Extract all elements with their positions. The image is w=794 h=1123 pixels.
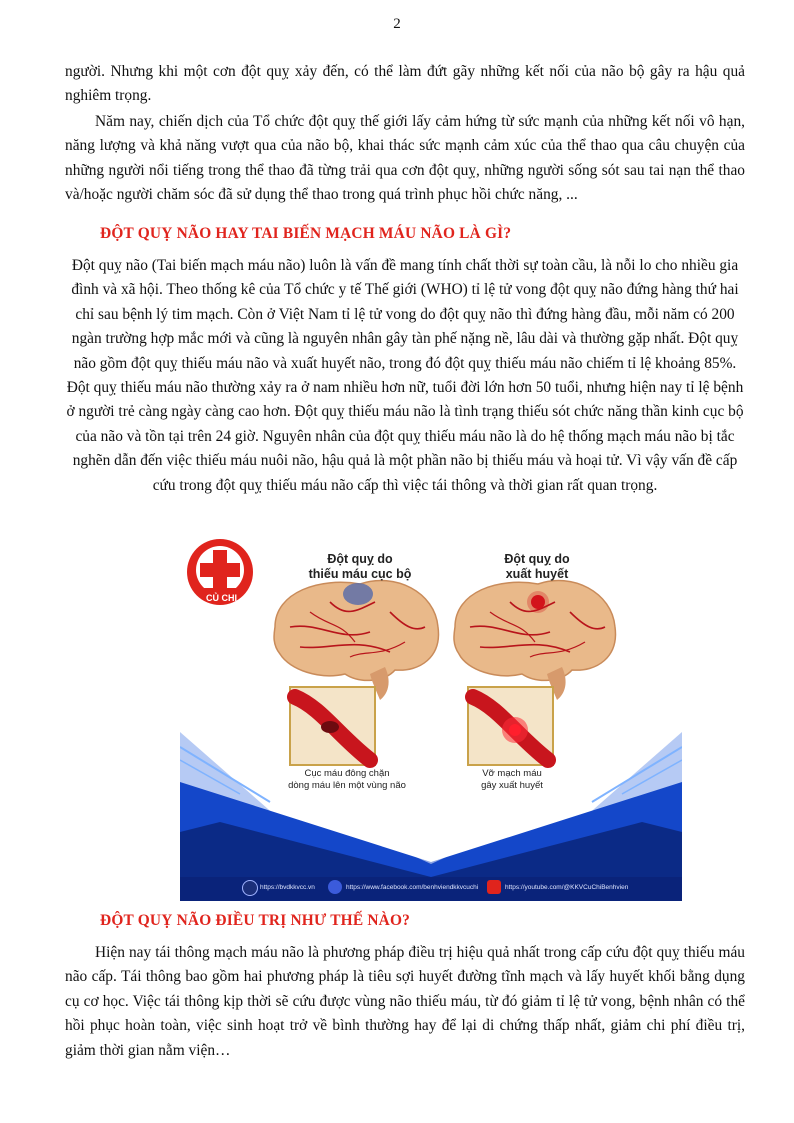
stroke-infographic bbox=[180, 532, 682, 901]
heading-what-is-stroke: ĐỘT QUỴ NÃO HAY TAI BIẾN MẠCH MÁU NÃO LÀ GÌ? bbox=[100, 225, 512, 242]
blood-clot-caption: Cục máu đông chặn dòng máu lên một vùng não bbox=[288, 768, 406, 791]
definition-paragraph: Đột quỵ não (Tai biến mạch máu não) luôn là vấn đề mang tính chất thời sự toàn cầu, là nỗi lo cho nhiều gia đình và xã hội. Theo thống kê của Tổ chức y tế Thế giới (WHO) tỉ lệ tử vong đột quỵ não đứng hàng thứ hai chỉ sau bệnh lý tim mạch. Còn ở Việt Nam tỉ lệ tử vong do đột quỵ não thì đứng hàng đầu, mỗi năm có 200 ngàn trường hợp mắc mới và cũng là nguyên nhân gây tàn phế nặng nề, lâu dài và thường gặp nhất. Đột quỵ não gồm đột quỵ thiếu máu não và xuất huyết não, trong đó đột quỵ thiếu máu não chiếm tỉ lệ khoảng 85%. Đột quỵ thiếu máu não thường xảy ra ở nam nhiều hơn nữ, tuổi đời lớn hơn 50 tuổi, nhưng hiện nay tỉ lệ bệnh ở người trẻ càng ngày càng cao hơn. Đột quỵ thiếu máu não là tình trạng thiếu sót chức năng thần kinh cục bộ của não và tồn tại trên 24 giờ. Nguyên nhân của đột quỵ thiếu máu não là do hệ thống mạch máu não bị tắc nghẽn dẫn đến việc thiếu máu nuôi não, hậu quả là một phần não bị thiếu máu và hoại tử. Vì vậy vấn đề cấp cứu trong đột quỵ thiếu máu não cấp thì việc tái thông và thời gian rất quan trọng. bbox=[66, 257, 744, 494]
ruptured-vessel-inset bbox=[468, 687, 553, 765]
footer-youtube-link[interactable]: https://youtube.com/@KKVCuChiBenhvien bbox=[505, 884, 629, 891]
hemorrhagic-stroke-title: Đột quỵ do xuất huyết bbox=[504, 552, 570, 581]
infographic-artwork bbox=[180, 532, 682, 901]
campaign-paragraph: Năm nay, chiến dịch của Tổ chức đột quỵ thế giới lấy cảm hứng từ sức mạnh của những kết nối vô hạn, năng lượng và khả năng vượt qua của não bộ, khai thác sức mạnh cảm xúc của thể thao qua câu chuyện của những người nổi tiếng trong thể thao đã từng trải qua cơn đột quỵ, những người sống sót sau tai nạn thể thao và/hoặc người chăm sóc đã sử dụng thể thao trong quá trình phục hồi chức năng, ... bbox=[65, 113, 745, 204]
footer-web-link[interactable]: https://bvdkkvcc.vn bbox=[260, 884, 315, 891]
ischemic-stroke-title: Đột quỵ do thiếu máu cục bộ bbox=[308, 552, 412, 581]
logo-text: CỦ CHI bbox=[206, 593, 237, 603]
heading-treatment: ĐỘT QUỴ NÃO ĐIỀU TRỊ NHƯ THẾ NÀO? bbox=[100, 912, 411, 929]
intro-paragraph: người. Nhưng khi một cơn đột quỵ xảy đến, có thể làm đứt gãy những kết nối của não bộ gây ra hậu quả nghiêm trọng. bbox=[65, 63, 745, 105]
youtube-icon bbox=[487, 880, 501, 894]
blood-clot-inset bbox=[290, 687, 375, 765]
facebook-icon bbox=[328, 880, 342, 894]
ischemic-brain-illustration bbox=[274, 581, 438, 700]
footer-facebook-link[interactable]: https://www.facebook.com/benhviendkkvcuchi bbox=[346, 884, 479, 891]
web-icon bbox=[242, 880, 258, 896]
page-number: 2 bbox=[393, 16, 401, 32]
hemorrhagic-brain-illustration bbox=[454, 581, 616, 700]
treatment-paragraph: Hiện nay tái thông mạch máu não là phương pháp điều trị hiệu quả nhất trong cấp cứu đột quỵ thiếu máu não cấp. Tái thông bao gồm hai phương pháp là tiêu sợi huyết đường tĩnh mạch và lấy huyết khối bằng dụng cụ cơ học. Việc tái thông kịp thời sẽ cứu được vùng não thiếu máu, từ đó giảm tỉ lệ tử vong, bệnh nhân có thể hồi phục hoàn toàn, việc sinh hoạt trở về bình thường hay để lại di chứng thấp nhất, giảm chi phí điều trị, giảm thời gian nằm viện… bbox=[65, 944, 745, 1059]
ruptured-vessel-caption: Vỡ mạch máu gây xuất huyết bbox=[481, 768, 543, 791]
